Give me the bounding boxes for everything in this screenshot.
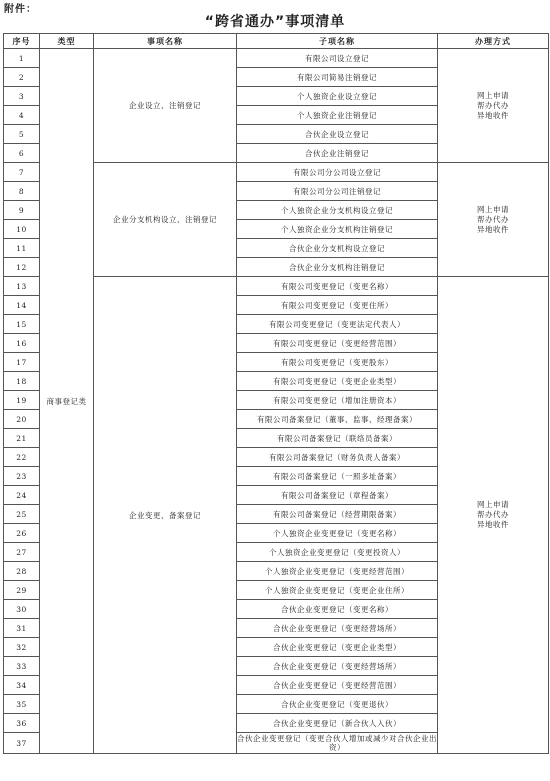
sub-item-name-cell: 个人独资企业变更登记（变更名称）	[237, 524, 438, 543]
sub-item-name-cell: 合伙企业变更登记（变更退伙）	[237, 695, 438, 714]
sub-item-name-cell: 合伙企业设立登记	[237, 125, 438, 144]
item-name-cell: 企业分支机构设立、注销登记	[94, 163, 237, 277]
item-name-cell: 企业变更、备案登记	[94, 277, 237, 754]
row-seq-number: 6	[4, 144, 40, 163]
sub-item-name-cell: 有限公司变更登记（变更名称）	[237, 277, 438, 296]
sub-item-name-cell: 有限公司变更登记（变更企业类型）	[237, 372, 438, 391]
row-seq-number: 18	[4, 372, 40, 391]
row-seq-number: 25	[4, 505, 40, 524]
sub-item-name-cell: 合伙企业变更登记（变更名称）	[237, 600, 438, 619]
method-line: 帮办代办	[477, 100, 509, 110]
sub-item-name-cell: 合伙企业变更登记（变更经营范围）	[237, 676, 438, 695]
method-line: 网上申请	[477, 500, 509, 509]
document-title: “跨省通办”事项清单	[204, 14, 346, 30]
table-row	[4, 49, 549, 68]
attachment-label: 附件：	[4, 4, 37, 15]
method-cell	[438, 49, 549, 163]
row-seq-number: 5	[4, 125, 40, 144]
row-seq-number: 30	[4, 600, 40, 619]
sub-item-name-cell: 合伙企业分支机构注销登记	[237, 258, 438, 277]
method-line: 网上申请	[477, 204, 509, 214]
item-name-cell: 企业设立、注销登记	[94, 49, 237, 163]
sub-item-name-cell: 有限公司备案登记（章程备案）	[237, 486, 438, 505]
method-line: 异地收件	[477, 520, 509, 529]
row-seq-number: 17	[4, 353, 40, 372]
row-seq-number: 33	[4, 657, 40, 676]
method-line: 帮办代办	[477, 510, 509, 519]
sub-item-name-cell: 有限公司备案登记（财务负责人备案）	[237, 448, 438, 467]
sub-item-name-cell: 有限公司变更登记（变更经营范围）	[237, 334, 438, 353]
row-seq-number: 34	[4, 676, 40, 695]
row-seq-number: 31	[4, 619, 40, 638]
sub-item-name-cell: 合伙企业注销登记	[237, 144, 438, 163]
table-header-row	[4, 34, 549, 49]
item-list-table	[3, 33, 549, 754]
row-seq-number: 3	[4, 87, 40, 106]
row-seq-number: 11	[4, 239, 40, 258]
row-seq-number: 10	[4, 220, 40, 239]
sub-item-name-cell: 合伙企业变更登记（变更企业类型）	[237, 638, 438, 657]
sub-item-name-cell: 合伙企业变更登记（变更经营场所）	[237, 657, 438, 676]
row-seq-number: 36	[4, 714, 40, 733]
sub-item-name-cell: 有限公司分公司设立登记	[237, 163, 438, 182]
method-cell	[438, 277, 549, 754]
row-seq-number: 15	[4, 315, 40, 334]
method-line: 网上申请	[477, 90, 509, 100]
row-seq-number: 27	[4, 543, 40, 562]
sub-item-name-cell: 个人独资企业变更登记（变更投资人）	[237, 543, 438, 562]
row-seq-number: 29	[4, 581, 40, 600]
row-seq-number: 26	[4, 524, 40, 543]
sub-item-name-cell: 有限公司变更登记（增加注册资本）	[237, 391, 438, 410]
row-seq-number: 21	[4, 429, 40, 448]
sub-item-name-cell: 有限公司备案登记（董事、监事、经理备案）	[237, 410, 438, 429]
table-body	[4, 49, 549, 754]
sub-item-name-cell: 有限公司备案登记（一照多址备案）	[237, 467, 438, 486]
sub-item-name-cell: 个人独资企业注销登记	[237, 106, 438, 125]
row-seq-number: 20	[4, 410, 40, 429]
row-seq-number: 12	[4, 258, 40, 277]
sub-item-name-cell: 有限公司设立登记	[237, 49, 438, 68]
sub-item-name-cell: 有限公司简易注销登记	[237, 68, 438, 87]
sub-item-name-cell: 合伙企业变更登记（变更经营场所）	[237, 619, 438, 638]
row-seq-number: 22	[4, 448, 40, 467]
sub-item-name-cell: 有限公司备案登记（联络员备案）	[237, 429, 438, 448]
row-seq-number: 7	[4, 163, 40, 182]
method-cell	[438, 163, 549, 277]
row-seq-number: 19	[4, 391, 40, 410]
type-cell: 商事登记类	[40, 49, 94, 754]
header-method: 办理方式	[438, 34, 549, 49]
method-line: 帮办代办	[477, 214, 509, 224]
sub-item-name-cell: 有限公司变更登记（变更法定代表人）	[237, 315, 438, 334]
sub-item-name-cell: 有限公司变更登记（变更住所）	[237, 296, 438, 315]
row-seq-number: 23	[4, 467, 40, 486]
row-seq-number: 37	[4, 733, 40, 754]
sub-item-name-cell: 合伙企业变更登记（新合伙人入伙）	[237, 714, 438, 733]
sub-item-name-cell: 有限公司变更登记（变更股东）	[237, 353, 438, 372]
row-seq-number: 32	[4, 638, 40, 657]
row-seq-number: 9	[4, 201, 40, 220]
row-seq-number: 24	[4, 486, 40, 505]
sub-item-name-cell: 个人独资企业设立登记	[237, 87, 438, 106]
row-seq-number: 4	[4, 106, 40, 125]
header-sub-item-name: 子项名称	[237, 34, 438, 49]
method-line: 异地收件	[477, 224, 509, 234]
row-seq-number: 2	[4, 68, 40, 87]
method-line: 异地收件	[477, 110, 509, 120]
sub-item-name-cell: 个人独资企业分支机构设立登记	[237, 201, 438, 220]
row-seq-number: 1	[4, 49, 40, 68]
sub-item-name-cell: 有限公司分公司注销登记	[237, 182, 438, 201]
sub-item-name-cell: 个人独资企业变更登记（变更经营范围）	[237, 562, 438, 581]
header-item-name: 事项名称	[94, 34, 237, 49]
row-seq-number: 35	[4, 695, 40, 714]
row-seq-number: 14	[4, 296, 40, 315]
row-seq-number: 16	[4, 334, 40, 353]
row-seq-number: 8	[4, 182, 40, 201]
sub-item-name-cell: 合伙企业分支机构设立登记	[237, 239, 438, 258]
sub-item-name-cell: 有限公司备案登记（经营期限备案）	[237, 505, 438, 524]
row-seq-number: 28	[4, 562, 40, 581]
header-type: 类型	[40, 34, 94, 49]
sub-item-name-cell: 个人独资企业分支机构注销登记	[237, 220, 438, 239]
sub-item-name-cell: 个人独资企业变更登记（变更企业住所）	[237, 581, 438, 600]
row-seq-number: 13	[4, 277, 40, 296]
header-seq: 序号	[4, 34, 40, 49]
sub-item-name-cell: 合伙企业变更登记（变更合伙人增加或减少对合伙企业出资）	[237, 734, 437, 752]
